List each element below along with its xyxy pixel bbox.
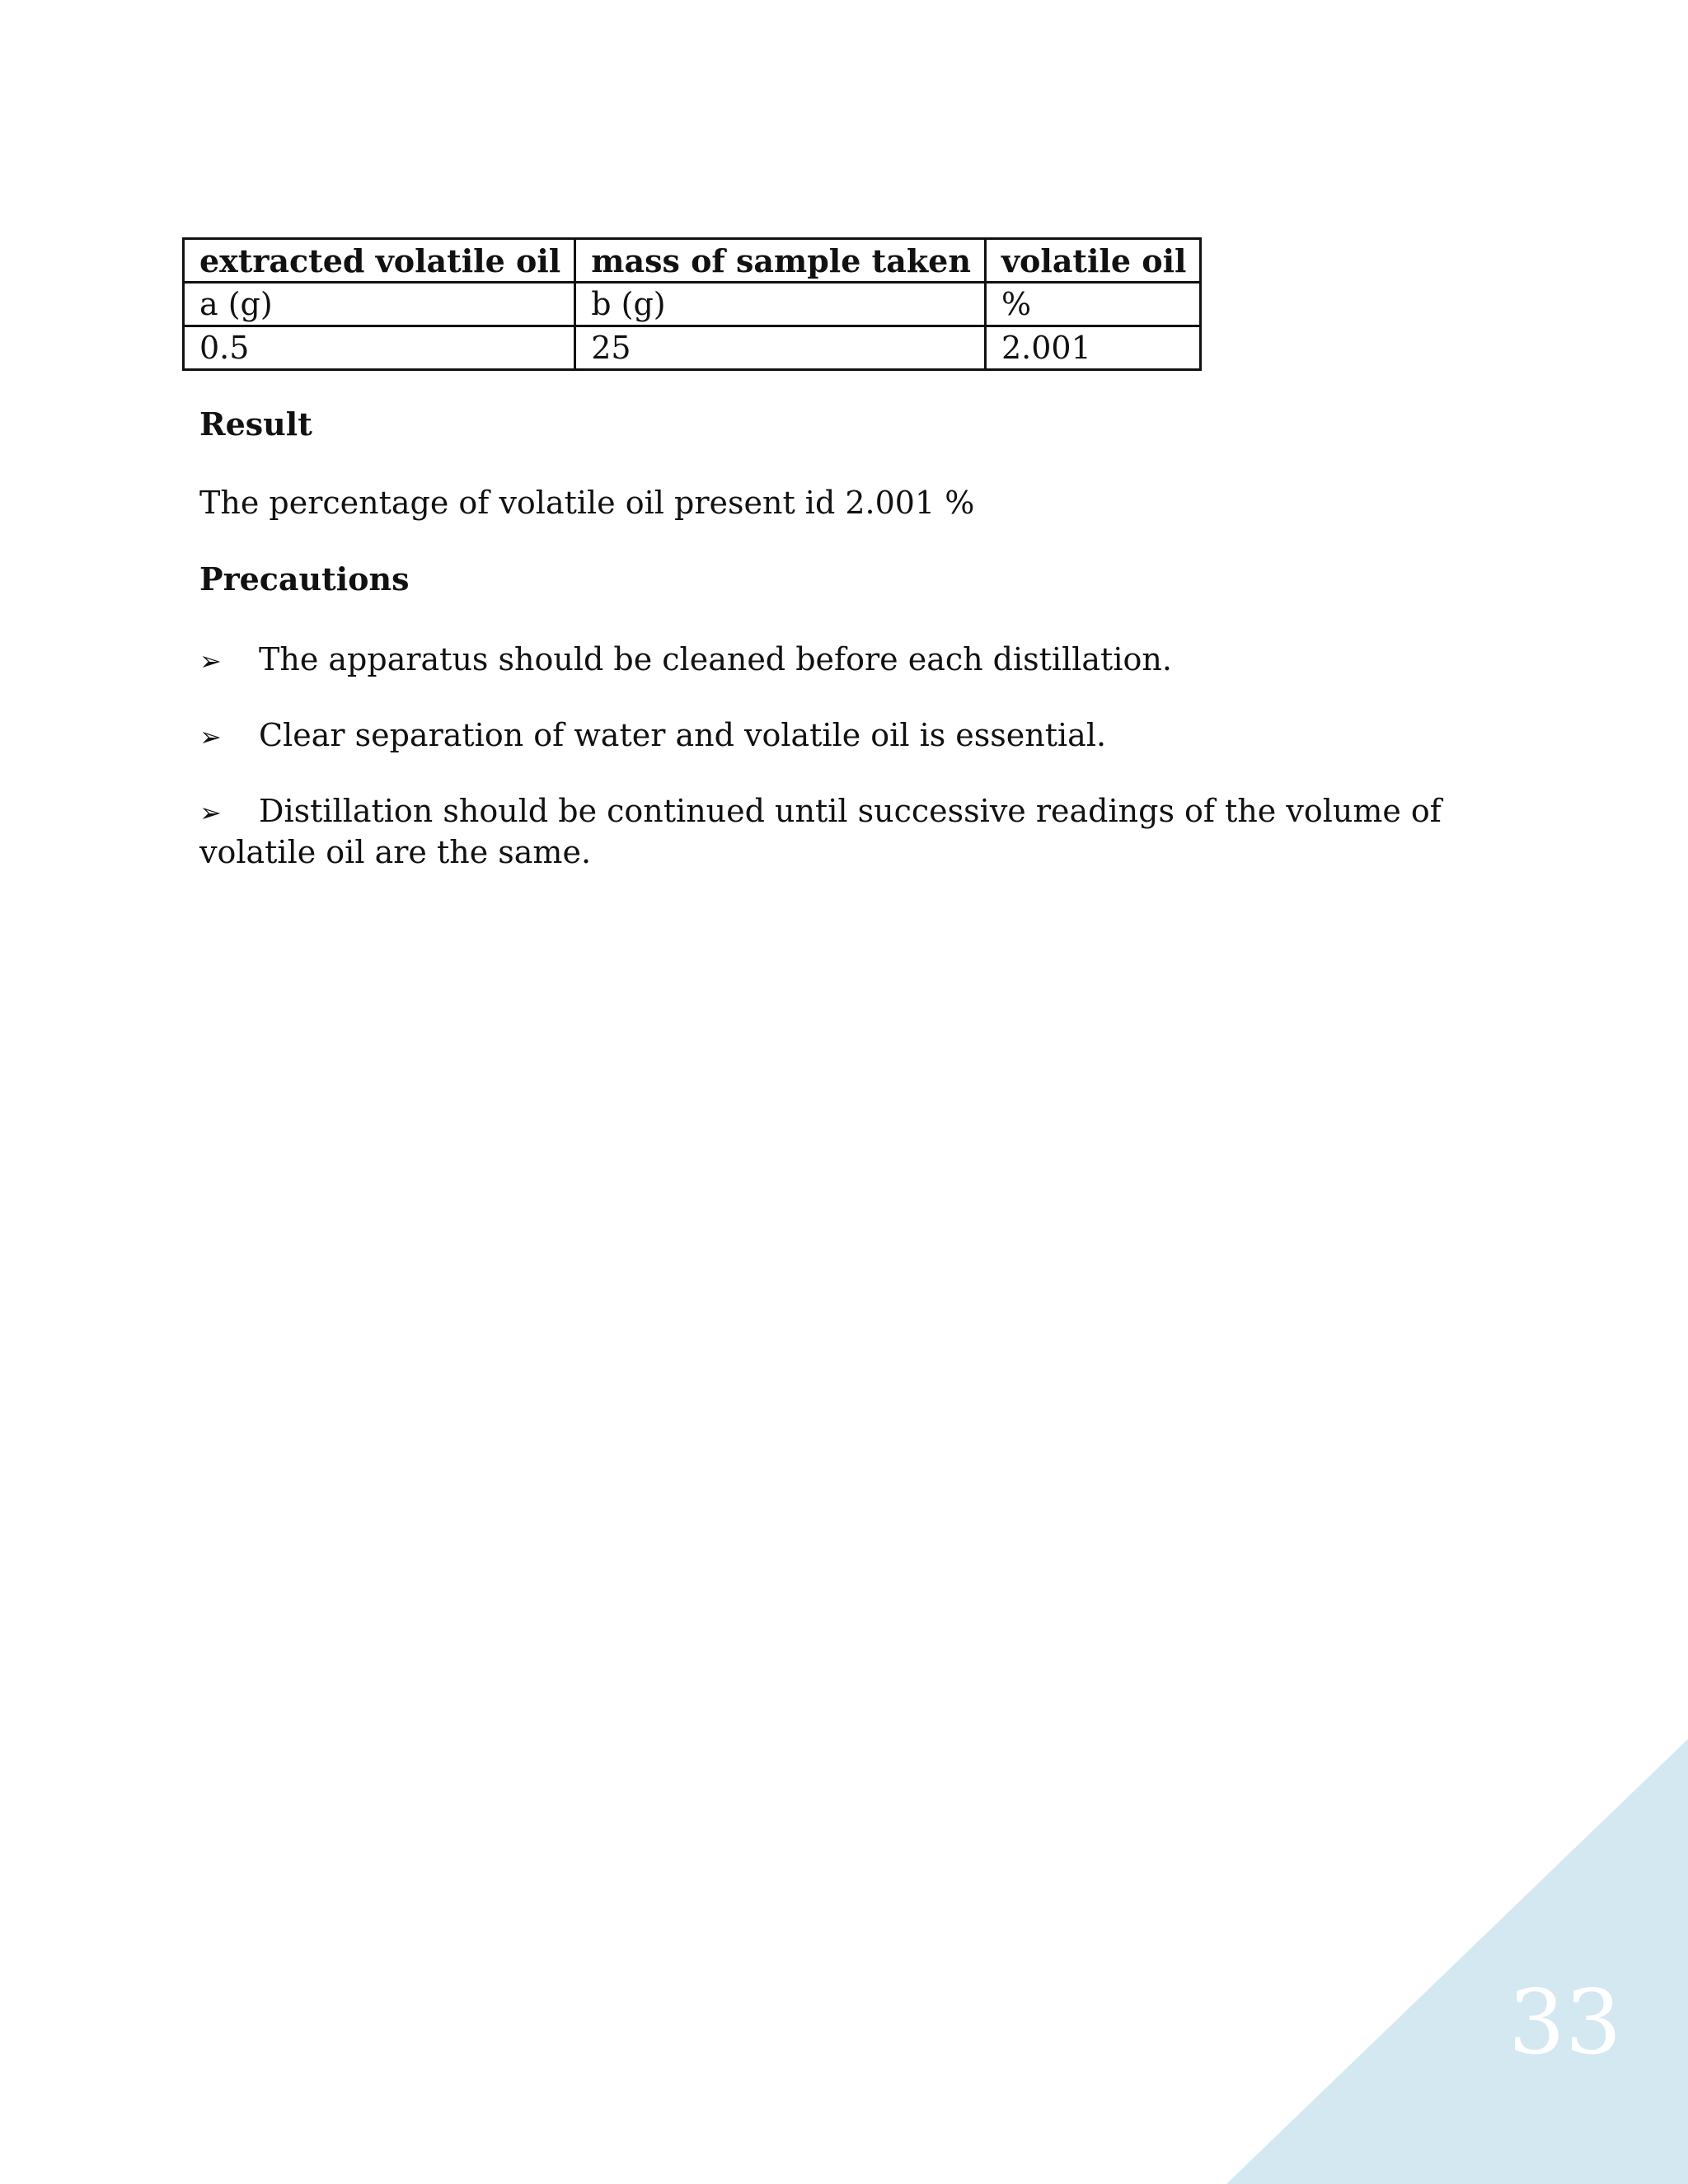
result-text: The percentage of volatile oil present id 2.001 % — [199, 485, 975, 521]
arrow-bullet-icon: ➢ — [199, 645, 222, 677]
precaution-item — [199, 715, 1469, 757]
table-header-cell: extracted volatile oil — [184, 239, 575, 283]
table-row — [184, 283, 1201, 326]
table-cell: % — [985, 283, 1201, 326]
table-header-cell: mass of sample taken — [575, 239, 986, 283]
table-cell: b (g) — [575, 283, 986, 326]
table-cell: 2.001 — [985, 326, 1201, 370]
arrow-bullet-icon: ➢ — [199, 721, 222, 752]
precaution-item — [199, 791, 1469, 872]
precaution-text: Distillation should be continued until successive readings of the volume of volatile oil are the same. — [199, 793, 1442, 870]
result-heading: Result — [199, 405, 312, 443]
arrow-bullet-icon: ➢ — [199, 797, 222, 828]
table-cell: a (g) — [184, 283, 575, 326]
precautions-heading: Precautions — [199, 560, 410, 598]
page-number: 33 — [1508, 1971, 1622, 2074]
table-row — [184, 326, 1201, 370]
precaution-item — [199, 640, 1469, 681]
table-header-cell: volatile oil — [985, 239, 1201, 283]
volatile-oil-table — [182, 237, 1202, 371]
table-cell: 25 — [575, 326, 986, 370]
table-cell: 0.5 — [184, 326, 575, 370]
corner-triangle-decoration — [1226, 1739, 1688, 2184]
table-header-row — [184, 239, 1201, 283]
precaution-text: The apparatus should be cleaned before each distillation. — [259, 641, 1172, 677]
precaution-text: Clear separation of water and volatile oil is essential. — [259, 717, 1107, 753]
